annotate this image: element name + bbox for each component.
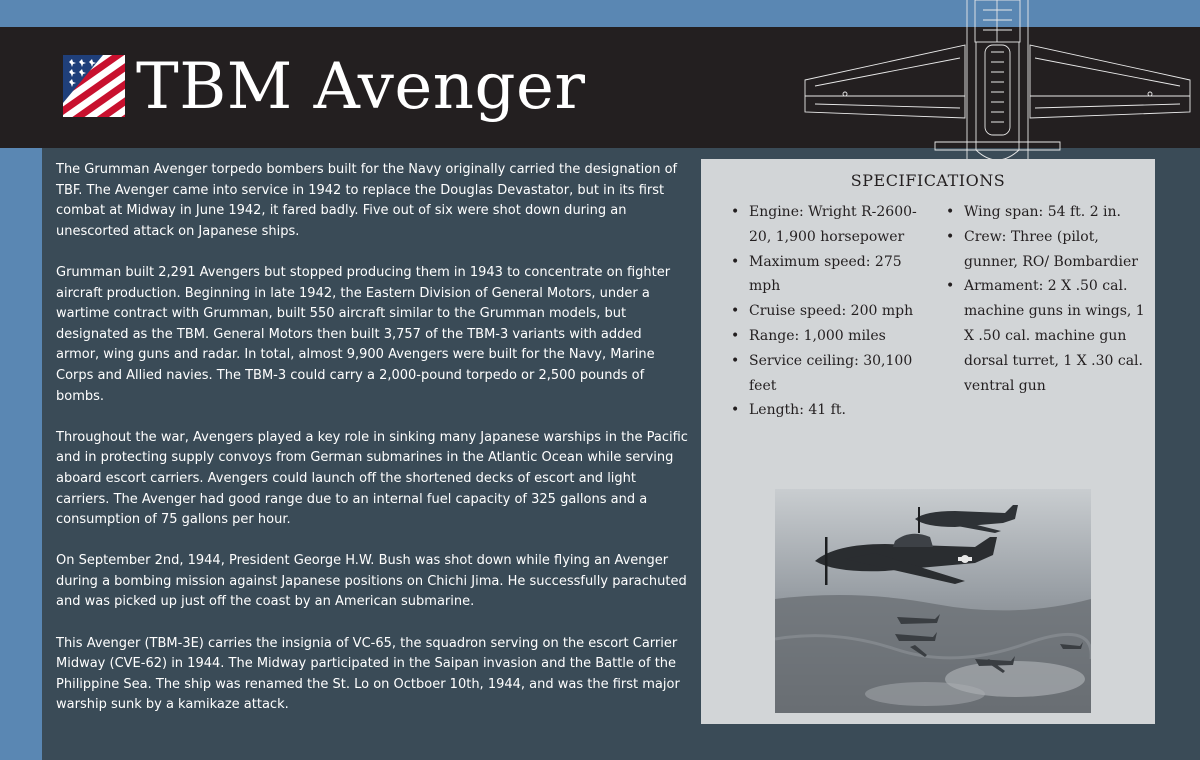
spec-list-right — [946, 200, 1146, 398]
avenger-formation-photo — [775, 489, 1091, 713]
spec-item: • Range: 1,000 miles — [731, 324, 931, 349]
article-paragraph: Grumman built 2,291 Avengers but stopped producing them in 1943 to concentrate on fighter aircraft production. Beginning in late 1942, the Eastern Division of General Motors, under a wartime contract with Grumman, built 550 aircraft similar to the Grumman models, but designated as the TBM. General Motors then built 3,757 of the TBM-3 variants with added armor, wing guns and radar. In total, almost 9,900 Avengers were built for the Navy, Marine Corps and Allied navies. The TBM-3 could carry a 2,000-pound torpedo or 2,500 pounds of bombs. — [56, 264, 671, 404]
spec-item: • Engine: Wright R-2600-20, 1,900 horsepower — [731, 200, 931, 250]
page-title: TBM Avenger — [136, 50, 586, 124]
blueprint-aircraft-icon — [795, 0, 1200, 175]
spec-item: • Cruise speed: 200 mph — [731, 299, 931, 324]
spec-item: • Service ceiling: 30,100 feet — [731, 349, 931, 399]
article-paragraph: Throughout the war, Avengers played a key role in sinking many Japanese warships in the Pacific and in protecting supply convoys from German submarines in the Atlantic Ocean while serving aboard escort carriers. Avengers could launch off the shortened decks of escort and light carriers. The Avenger had good range due to an internal fuel capacity of 325 gallons and a consumption of 75 gallons per hour. — [56, 429, 688, 528]
spec-item: • Wing span: 54 ft. 2 in. — [946, 200, 1146, 225]
spec-item: • Length: 41 ft. — [731, 398, 931, 423]
spec-item: • Crew: Three (pilot, gunner, RO/ Bombardier — [946, 225, 1146, 275]
flag-logo-icon — [63, 55, 125, 117]
specifications-heading: SPECIFICATIONS — [850, 171, 1006, 190]
article-body — [56, 160, 688, 737]
article-paragraph: This Avenger (TBM-3E) carries the insignia of VC-65, the squadron serving on the escort Carrier Midway (CVE-62) in 1944. The Midway participated in the Saipan invasion and the Battle of the Philippine Sea. The ship was renamed the St. Lo on Octboer 10th, 1944, and was the first major warship sunk by a kamikaze attack. — [56, 635, 680, 713]
left-accent-stripe — [0, 148, 42, 760]
spec-list-left — [731, 200, 931, 423]
spec-item: • Maximum speed: 275 mph — [731, 250, 931, 300]
article-paragraph: On September 2nd, 1944, President George H.W. Bush was shot down while flying an Avenger during a bombing mission against Japanese positions on Chichi Jima. He successfully parachuted and was picked up just off the coast by an American submarine. — [56, 553, 687, 610]
article-paragraph: The Grumman Avenger torpedo bombers built for the Navy originally carried the designation of TBF. The Avenger came into service in 1942 to replace the Douglas Devastator, but in its first combat at Midway in June 1942, it fared badly. Five out of six were shot down during an unescorted attack on Japanese ships. — [56, 162, 678, 239]
spec-item: • Armament: 2 X .50 cal. machine guns in wings, 1 X .50 cal. machine gun dorsal turret, 1 X .30 cal. ventral gun — [946, 274, 1146, 398]
